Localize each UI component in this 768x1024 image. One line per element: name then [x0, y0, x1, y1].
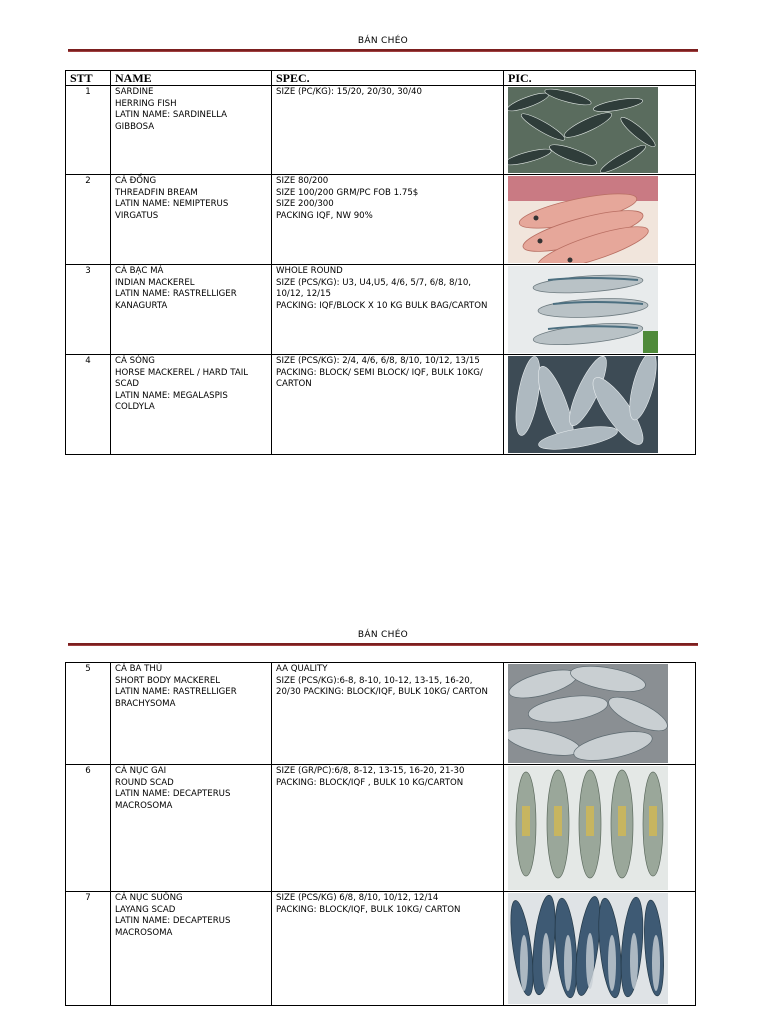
table-row — [66, 175, 696, 265]
spec-line: SIZE (GR/PC):6/8, 8-12, 13-15, 16-20, 21-30 — [276, 766, 465, 776]
indian-mackerel-photo — [504, 265, 696, 355]
name-line: LATIN NAME: MEGALASPIS — [115, 390, 228, 401]
spec-line: PACKING: BLOCK/IQF, BULK 10KG/ CARTON — [276, 904, 461, 915]
row-name — [111, 86, 272, 175]
spec-line: SIZE (PCS/KG) 6/8, 8/10, 10/12, 12/14 — [276, 893, 439, 903]
row-name — [111, 175, 272, 265]
short-body-mackerel-photo — [504, 663, 696, 765]
name-line: LATIN NAME: NEMIPTERUS — [115, 199, 229, 210]
table-row — [66, 765, 696, 892]
row-stt: 6 — [66, 765, 111, 892]
name-line: CÁ BẠC MÁ — [115, 266, 164, 276]
spec-line: WHOLE ROUND — [276, 266, 343, 276]
name-line: CÁ SÒNG — [115, 356, 155, 366]
page-header: BÁN CHÉO — [357, 630, 409, 640]
spec-line: SIZE 200/300 — [276, 199, 334, 210]
row-spec — [272, 265, 504, 355]
name-line: COLDYLA — [115, 402, 155, 413]
row-spec — [272, 86, 504, 175]
name-line: LATIN NAME: RASTRELLIGER — [115, 289, 237, 300]
column-header-spec: SPEC. — [272, 71, 504, 86]
sardine-photo — [504, 86, 696, 175]
spec-line: PACKING: IQF/BLOCK X 10 KG BULK BAG/CARTON — [276, 300, 488, 311]
horse-mackerel-image — [508, 356, 658, 453]
indian-mackerel-image — [508, 266, 658, 353]
horse-mackerel-photo — [504, 355, 696, 455]
name-line: SCAD — [115, 379, 139, 390]
spec-line: CARTON — [276, 379, 312, 390]
spec-line: SIZE 80/200 — [276, 176, 329, 186]
table-row — [66, 86, 696, 175]
name-line: THREADFIN BREAM — [115, 187, 198, 198]
spec-line: SIZE (PCS/KG): 2/4, 4/6, 6/8, 8/10, 10/12, 13/15 — [276, 356, 480, 366]
page-header: BÁN CHÉO — [357, 36, 409, 46]
row-stt: 3 — [66, 265, 111, 355]
row-spec — [272, 663, 504, 765]
row-stt: 2 — [66, 175, 111, 265]
header-rule — [68, 643, 698, 646]
name-line: SHORT BODY MACKEREL — [115, 675, 221, 686]
table-row — [66, 355, 696, 455]
name-line: BRACHYSOMA — [115, 698, 176, 709]
row-stt: 1 — [66, 86, 111, 175]
column-header-pic: PIC. — [504, 71, 696, 86]
spec-line: AA QUALITY — [276, 664, 328, 674]
layang-scad-photo — [504, 892, 696, 1006]
name-line: LATIN NAME: SARDINELLA — [115, 110, 228, 121]
name-line: LATIN NAME: DECAPTERUS — [115, 789, 231, 800]
row-spec — [272, 355, 504, 455]
row-spec — [272, 892, 504, 1006]
product-table — [65, 662, 696, 1006]
name-line: ROUND SCAD — [115, 777, 174, 788]
spec-line: SIZE 100/200 GRM/PC FOB 1.75$ — [276, 187, 419, 198]
spec-line: SIZE (PCS/KG):6-8, 8-10, 10-12, 13-15, 16-20, — [276, 675, 473, 686]
layang-scad-image — [508, 893, 668, 1004]
row-name — [111, 892, 272, 1006]
name-line: KANAGURTA — [115, 300, 168, 311]
name-line: GIBBOSA — [115, 121, 155, 132]
name-line: CÁ NỤC GAI — [115, 766, 167, 776]
name-line: MACROSOMA — [115, 927, 173, 938]
round-scad-image — [508, 766, 668, 890]
name-line: CÁ BA THÚ — [115, 664, 163, 674]
spec-line: SIZE (PCS/KG): U3, U4,U5, 4/6, 5/7, 6/8, 8/10, — [276, 277, 472, 288]
row-name — [111, 765, 272, 892]
name-line: CÁ ĐỔNG — [115, 176, 157, 186]
row-stt: 7 — [66, 892, 111, 1006]
row-name — [111, 265, 272, 355]
short-body-mackerel-image — [508, 664, 668, 763]
row-spec — [272, 175, 504, 265]
table-row — [66, 663, 696, 765]
name-line: SARDINE — [115, 87, 154, 97]
name-line: LAYANG SCAD — [115, 904, 176, 915]
round-scad-photo — [504, 765, 696, 892]
threadfin-bream-photo — [504, 175, 696, 265]
table-row — [66, 892, 696, 1006]
row-spec — [272, 765, 504, 892]
row-stt: 5 — [66, 663, 111, 765]
name-line: LATIN NAME: RASTRELLIGER — [115, 687, 237, 698]
name-line: CÁ NỤC SUÔNG — [115, 893, 183, 903]
table-header-row — [66, 71, 696, 86]
name-line: HERRING FISH — [115, 98, 177, 109]
spec-line: SIZE (PC/KG): 15/20, 20/30, 30/40 — [276, 87, 422, 97]
spec-line: 10/12, 12/15 — [276, 289, 331, 300]
row-stt: 4 — [66, 355, 111, 455]
spec-line: PACKING IQF, NW 90% — [276, 210, 373, 221]
name-line: VIRGATUS — [115, 210, 159, 221]
spec-line: PACKING: BLOCK/IQF , BULK 10 KG/CARTON — [276, 777, 464, 788]
column-header-stt: STT — [66, 71, 111, 86]
name-line: HORSE MACKEREL / HARD TAIL — [115, 367, 249, 378]
spec-line: 20/30 PACKING: BLOCK/IQF, BULK 10KG/ CARTON — [276, 687, 488, 698]
row-name — [111, 355, 272, 455]
table-row — [66, 265, 696, 355]
product-table — [65, 70, 696, 455]
name-line: MACROSOMA — [115, 800, 173, 811]
sardine-image — [508, 87, 658, 173]
threadfin-bream-image — [508, 176, 658, 263]
row-name — [111, 663, 272, 765]
name-line: INDIAN MACKEREL — [115, 277, 195, 288]
header-rule — [68, 49, 698, 52]
column-header-name: NAME — [111, 71, 272, 86]
name-line: LATIN NAME: DECAPTERUS — [115, 916, 231, 927]
spec-line: PACKING: BLOCK/ SEMI BLOCK/ IQF, BULK 10KG/ — [276, 367, 483, 378]
